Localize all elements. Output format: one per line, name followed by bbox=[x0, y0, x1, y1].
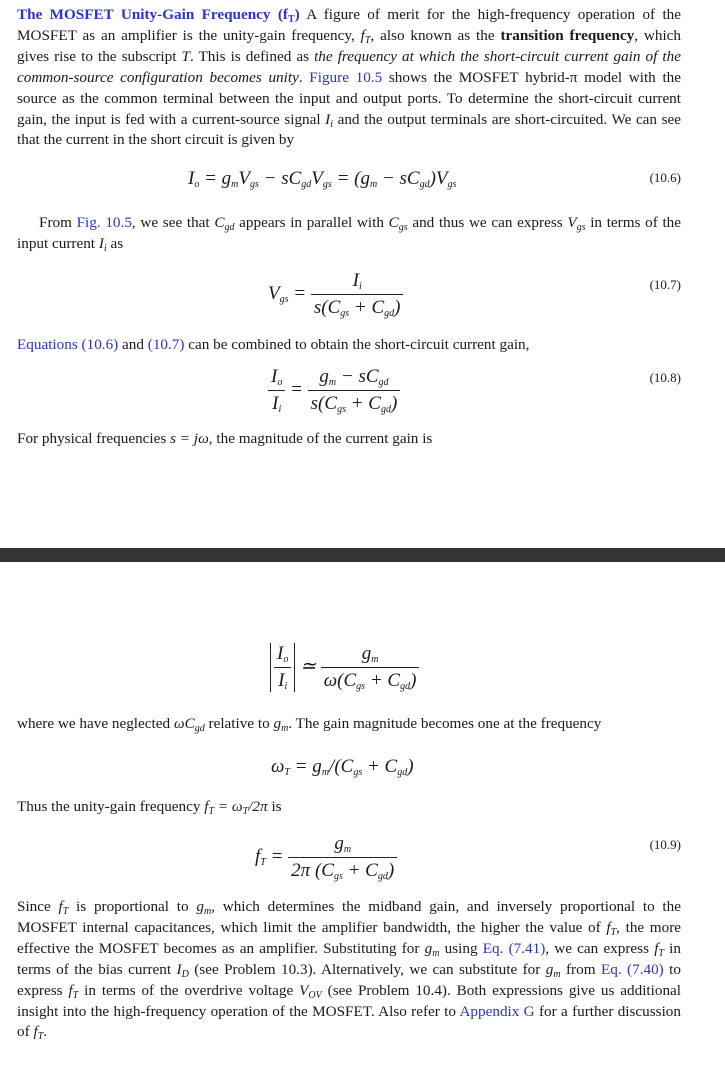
section-heading: The MOSFET Unity-Gain Frequency $(f_T)$ bbox=[17, 6, 300, 25]
equation-10-9: $f_T$ = $\frac{g_m}{2\pi (C_{gs} + C_{gd})}$ bbox=[255, 833, 397, 882]
equation-number: (10.7) bbox=[649, 277, 681, 292]
eq-link[interactable]: Eq. (7.41) bbox=[482, 939, 546, 957]
eq-link[interactable]: Eq. (7.40) bbox=[600, 960, 664, 978]
paragraph-6: Thus the unity-gain frequency $f_T = \omega_T/2\pi$ is bbox=[17, 798, 282, 817]
eq-link[interactable]: Equations (10.6) bbox=[17, 336, 119, 353]
appendix-link[interactable]: Appendix G bbox=[459, 1002, 535, 1020]
paragraph-3: Equations (10.6) and (10.7) can be combined to obtain the short-circuit current gain, bbox=[17, 336, 530, 353]
page-divider bbox=[0, 548, 725, 562]
fig-link[interactable]: Fig. 10.5 bbox=[76, 214, 132, 231]
equation-gain-magnitude: $\frac{I_o}{I_i}$ ≃ $\frac{g_m}{\omega(C_{gs} + C_{gd})}$ bbox=[270, 643, 419, 692]
equation-number: (10.6) bbox=[649, 170, 681, 185]
paragraph-7: Since $f_T$ is proportional to $g_m$, which determines the midband gain, and inversely proportional to the MOSFET internal capacitances, which limit the amplifier bandwidth, the higher the value of $f_T$, the more effective the MOSFET becomes as an amplifier. Substituting for $g_m$ using Eq. (7.41), we can express $f_T$ in terms of the bias current $I_D$ (see Problem 10.3). Alternatively, we can substitute for $g_m$ from Eq. (7.40) to express $f_T$ in terms of the overdrive voltage $V_{OV}$ (see Problem 10.4). Both expressions give us additional insight into the high-frequency operation of the MOSFET. Also refer to Appendix G for a further discussion of $f_T$. bbox=[17, 898, 682, 1043]
equation-10-8: $\frac{I_o}{I_i}$ = $\frac{g_m - sC_{gd}}{s(C_{gs} + C_{gd})}$ bbox=[268, 366, 400, 415]
equation-number: (10.9) bbox=[649, 837, 681, 852]
equation-10-6: $I_o = g_mV_{gs} - sC_{gd}V_{gs} = (g_m - sC_{gd})V_{gs}$ bbox=[188, 168, 457, 190]
equation-10-7: $V_{gs}$ = $\frac{I_i}{s(C_{gs} + C_{gd})}$ bbox=[268, 270, 403, 319]
paragraph-5: where we have neglected $\omega C_{gd}$ relative to $g_m$. The gain magnitude becomes one at the frequency bbox=[17, 715, 602, 734]
paragraph-2: From Fig. 10.5, we see that $C_{gd}$ appears in parallel with $C_{gs}$ and thus we can express $V_{gs}$ in terms of the input current $I_i$ as bbox=[17, 214, 682, 254]
figure-link[interactable]: Figure 10.5 bbox=[309, 68, 383, 86]
paragraph-4: For physical frequencies s = jω, the magnitude of the current gain is bbox=[17, 430, 433, 447]
intro-paragraph: The MOSFET Unity-Gain Frequency $(f_T)$ A figure of merit for the high-frequency operation of the MOSFET as an amplifier is the unity-gain frequency, $f_T$, also known as the transition frequency, which gives rise to the subscript T. This is defined as the frequency at which the short-circuit current gain of the common-source configuration becomes unity. Figure 10.5 shows the MOSFET hybrid-π model with the source as the common terminal between the input and output ports. To determine the short-circuit current gain, the input is fed with a current-source signal $I_i$ and the output terminals are short-circuited. We can see that the current in the short circuit is given by bbox=[17, 6, 682, 149]
equation-omega-t: $\omega_T = g_m/(C_{gs} + C_{gd})$ bbox=[271, 756, 414, 778]
eq-link[interactable]: (10.7) bbox=[147, 336, 185, 353]
equation-number: (10.8) bbox=[649, 370, 681, 385]
